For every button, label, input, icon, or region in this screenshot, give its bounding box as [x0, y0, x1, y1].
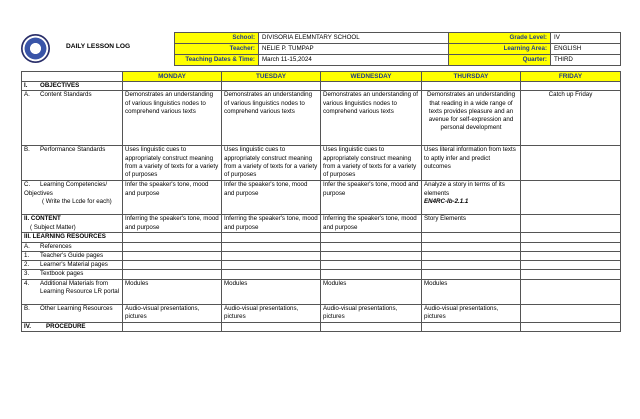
row-number: B.	[24, 146, 30, 154]
days-header-row	[22, 72, 621, 82]
cell-friday: Catch up Friday	[521, 91, 621, 146]
day-friday: FRIDAY	[521, 72, 621, 82]
row-label: OBJECTIVES	[40, 82, 80, 89]
cell-thursday: Modules	[422, 279, 521, 304]
dates-value: March 11-15,2024	[259, 55, 449, 66]
teacher-label: Teacher:	[175, 44, 259, 55]
row-number: A.	[24, 242, 30, 250]
row-number: 1.	[24, 251, 30, 259]
row-label: References	[40, 242, 72, 250]
row-number: 4.	[24, 279, 30, 287]
row-label: II. CONTENT	[24, 215, 61, 223]
row-number: IV.	[24, 322, 31, 330]
table-row	[22, 82, 621, 91]
row-label: PROCEDURE	[46, 322, 86, 330]
table-row	[22, 322, 621, 331]
cell-wednesday: Infer the speaker's tone, mood and purpose	[321, 181, 422, 215]
row-number: I.	[24, 82, 28, 89]
competency-text: Analyze a story in terms of its elements	[424, 181, 505, 197]
row-label: Textbook pages	[40, 270, 84, 278]
competency-code: EN4RC-Ib-2.1.1	[424, 197, 469, 205]
row-label: Teacher's Guide pages	[40, 251, 104, 259]
table-row	[22, 146, 621, 181]
cell-tuesday: Uses linguistic cues to appropriately construct meaning from a variety of texts for a variety of purposes	[222, 146, 321, 181]
table-row	[22, 304, 621, 322]
cell-wednesday: Audio-visual presentations, pictures	[321, 304, 422, 322]
row-label: Performance Standards	[40, 146, 106, 154]
cell-monday: Modules	[123, 279, 222, 304]
row-sublabel: ( Write the Lcde for each)	[42, 197, 112, 205]
table-row	[22, 242, 621, 251]
area-value: ENGLISH	[551, 44, 621, 55]
table-row	[22, 270, 621, 279]
row-number: A.	[24, 91, 30, 99]
cell-thursday: Story Elements	[422, 215, 521, 233]
grade-value: IV	[551, 33, 621, 44]
row-label: Learner's Material pages	[40, 261, 108, 269]
row-number: 3.	[24, 270, 30, 278]
teacher-value: NELIE P. TUMPAP	[259, 44, 449, 55]
cell-thursday: Audio-visual presentations, pictures	[422, 304, 521, 322]
cell-monday: Audio-visual presentations, pictures	[123, 304, 222, 322]
cell-monday: Uses linguistic cues to appropriately construct meaning from a variety of texts for a variety of purposes	[123, 146, 222, 181]
header-table	[174, 32, 621, 66]
row-sublabel: ( Subject Matter)	[30, 223, 76, 231]
lesson-log-table	[21, 71, 621, 332]
row-number: C.	[24, 181, 31, 189]
doc-title: DAILY LESSON LOG	[66, 43, 131, 50]
row-number: B.	[24, 304, 30, 312]
row-label: Content Standards	[40, 91, 92, 99]
cell-thursday: Uses literal information from texts to aptly infer and predict outcomes	[422, 146, 521, 181]
row-label: Learning Competencies/ Objectives	[24, 181, 108, 197]
day-monday: MONDAY	[123, 72, 222, 82]
cell-tuesday: Modules	[222, 279, 321, 304]
quarter-value: THIRD	[551, 55, 621, 66]
deped-seal-icon	[21, 34, 50, 63]
cell-tuesday: Demonstrates an understanding of various linguistics nodes to comprehend various texts	[222, 91, 321, 146]
day-thursday: THURSDAY	[422, 72, 521, 82]
table-row	[22, 261, 621, 270]
cell-thursday: Demonstrates an understanding that reading in a wide range of texts provides pleasure and an avenue for self-expression and personal development	[422, 91, 521, 146]
cell-tuesday: Audio-visual presentations, pictures	[222, 304, 321, 322]
cell-monday: Inferring the speaker's tone, mood and purpose	[123, 215, 222, 233]
table-row	[22, 251, 621, 260]
row-number: 2.	[24, 261, 30, 269]
table-row	[22, 233, 621, 242]
cell-monday: Demonstrates an understanding of various linguistics nodes to comprehend various texts	[123, 91, 222, 146]
school-label: School:	[175, 33, 259, 44]
corner-cell	[22, 72, 123, 82]
day-tuesday: TUESDAY	[222, 72, 321, 82]
area-label: Learning Area:	[449, 44, 551, 55]
row-label: III. LEARNING RESOURCES	[22, 233, 123, 242]
cell-tuesday: Inferring the speaker's tone, mood and purpose	[222, 215, 321, 233]
row-label: Other Learning Resources	[40, 304, 113, 312]
cell-wednesday: Modules	[321, 279, 422, 304]
school-value: DIVISORIA ELEMNTARY SCHOOL	[259, 33, 449, 44]
cell-wednesday: Uses linguistic cues to appropriately construct meaning from a variety of texts for a variety of purposes	[321, 146, 422, 181]
quarter-label: Quarter:	[449, 55, 551, 66]
dates-label: Teaching Dates & Time:	[175, 55, 259, 66]
grade-label: Grade Level:	[449, 33, 551, 44]
row-label: Additional Materials from Learning Resource LR portal	[40, 279, 120, 296]
table-row	[22, 181, 621, 215]
day-wednesday: WEDNESDAY	[321, 72, 422, 82]
table-row	[22, 279, 621, 304]
cell-monday: Infer the speaker's tone, mood and purpose	[123, 181, 222, 215]
cell-thursday	[422, 181, 521, 215]
cell-wednesday: Demonstrates an understanding of various linguistics nodes to comprehend various texts	[321, 91, 422, 146]
table-row	[22, 215, 621, 233]
cell-wednesday: Inferring the speaker's tone, mood and purpose	[321, 215, 422, 233]
cell-tuesday: Infer the speaker's tone, mood and purpose	[222, 181, 321, 215]
table-row	[22, 91, 621, 146]
